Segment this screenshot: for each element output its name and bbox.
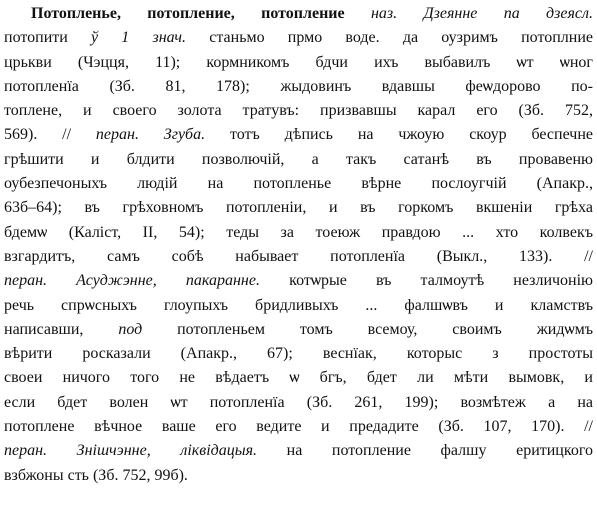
entry-line bbox=[4, 196, 593, 220]
entry-line bbox=[4, 221, 593, 245]
citation-text: станьмо прмо воде. да оузримъ потоплние bbox=[186, 29, 593, 47]
citation-text: потоплене вѣчное ваше его ведите и предадите (Зб. 107, 170). // bbox=[4, 418, 593, 436]
citation-text: бдемѡ (Каліст, II, 54); теды за тоеюж правдою ... хто колвекъ bbox=[4, 223, 593, 241]
citation-text: тотъ дѣпись на чжоую скоур беспечне bbox=[205, 126, 593, 144]
citation-text: 569). // bbox=[4, 126, 96, 144]
headword: Потопленье, потопление, потопление bbox=[31, 5, 345, 22]
entry-line bbox=[4, 245, 593, 269]
text-run bbox=[345, 5, 371, 22]
citation-text: вѣрити росказали (Апакр., 67); веснїак, которыс з простоты bbox=[4, 345, 593, 363]
entry-line bbox=[4, 294, 593, 318]
citation-text: потопленьем томъ всемоу, своимъ жидѡмъ bbox=[142, 320, 593, 338]
citation-text: на потопление фалшу еритицкого bbox=[257, 442, 593, 460]
citation-text: котѡрые въ талмоутѣ незличонію bbox=[259, 272, 593, 290]
citation-text: топлене, и своего золота тратувъ: призвавшы карал его (Зб. 752, bbox=[4, 102, 593, 120]
entry-line bbox=[4, 26, 593, 50]
entry-line bbox=[4, 391, 593, 415]
entry-line bbox=[4, 99, 593, 123]
dictionary-entry bbox=[4, 2, 593, 488]
sense-label: перан. Згуба. bbox=[95, 126, 206, 144]
grammatical-note: наз. Дзеянне па дзеясл. bbox=[370, 5, 593, 22]
italic-word: под bbox=[118, 320, 143, 338]
entry-line bbox=[4, 342, 593, 366]
citation-text: взбжоны сть (Зб. 752, 99б). bbox=[4, 466, 188, 484]
entry-line bbox=[4, 366, 593, 390]
citation-text: если бдет волен ѡт потопленїа (Зб. 261, 199); возмѣтеж а на bbox=[4, 393, 593, 411]
sense-label: перан. Асуджэнне, пакаранне. bbox=[4, 272, 260, 290]
entry-line bbox=[4, 269, 593, 293]
citation-text: 63б–64); въ грѣховномъ потопленіи, и въ горкомъ вкшеніи грѣха bbox=[4, 199, 593, 217]
entry-line bbox=[4, 75, 593, 99]
citation-text: оубезпечоныхъ людій на потопленье вѣрне послоугчій (Апакр., bbox=[4, 175, 593, 193]
citation-text: црькви (Чэцця, 11); кормникомъ бдчи ихъ выбавилъ ѡт ѡног bbox=[4, 53, 593, 71]
citation-text: грѣшити и блдити позволючій, а такъ сатанѣ въ провавеню bbox=[4, 150, 593, 168]
sense-reference: ў 1 знач. bbox=[91, 29, 187, 47]
entry-line bbox=[4, 439, 593, 463]
entry-line bbox=[4, 2, 593, 26]
citation-text: потопленїа (Зб. 81, 178); жыдовинъ вдавшы феѡдорово по- bbox=[4, 77, 593, 95]
entry-line bbox=[4, 318, 593, 342]
citation-text: написавши, bbox=[4, 320, 119, 338]
citation-text: своеи ничого того не вѣдаетъ ѡ бгъ, бдет ли мѣти вымовк, и bbox=[4, 369, 593, 387]
text-run: потопити bbox=[4, 29, 91, 47]
entry-line bbox=[4, 123, 593, 147]
entry-line bbox=[4, 415, 593, 439]
entry-line bbox=[4, 51, 593, 75]
entry-line bbox=[4, 464, 593, 488]
entry-line bbox=[4, 172, 593, 196]
entry-line bbox=[4, 148, 593, 172]
sense-label: перан. Знішчэнне, ліквідацыя. bbox=[4, 442, 257, 460]
citation-text: речь спрѡсныхъ глоупыхъ бридливыхъ ... фалшѡвъ и кламствъ bbox=[4, 296, 593, 314]
citation-text: взгардитъ, самъ собѣ набывает потопленїа (Выкл., 133). // bbox=[4, 247, 593, 265]
